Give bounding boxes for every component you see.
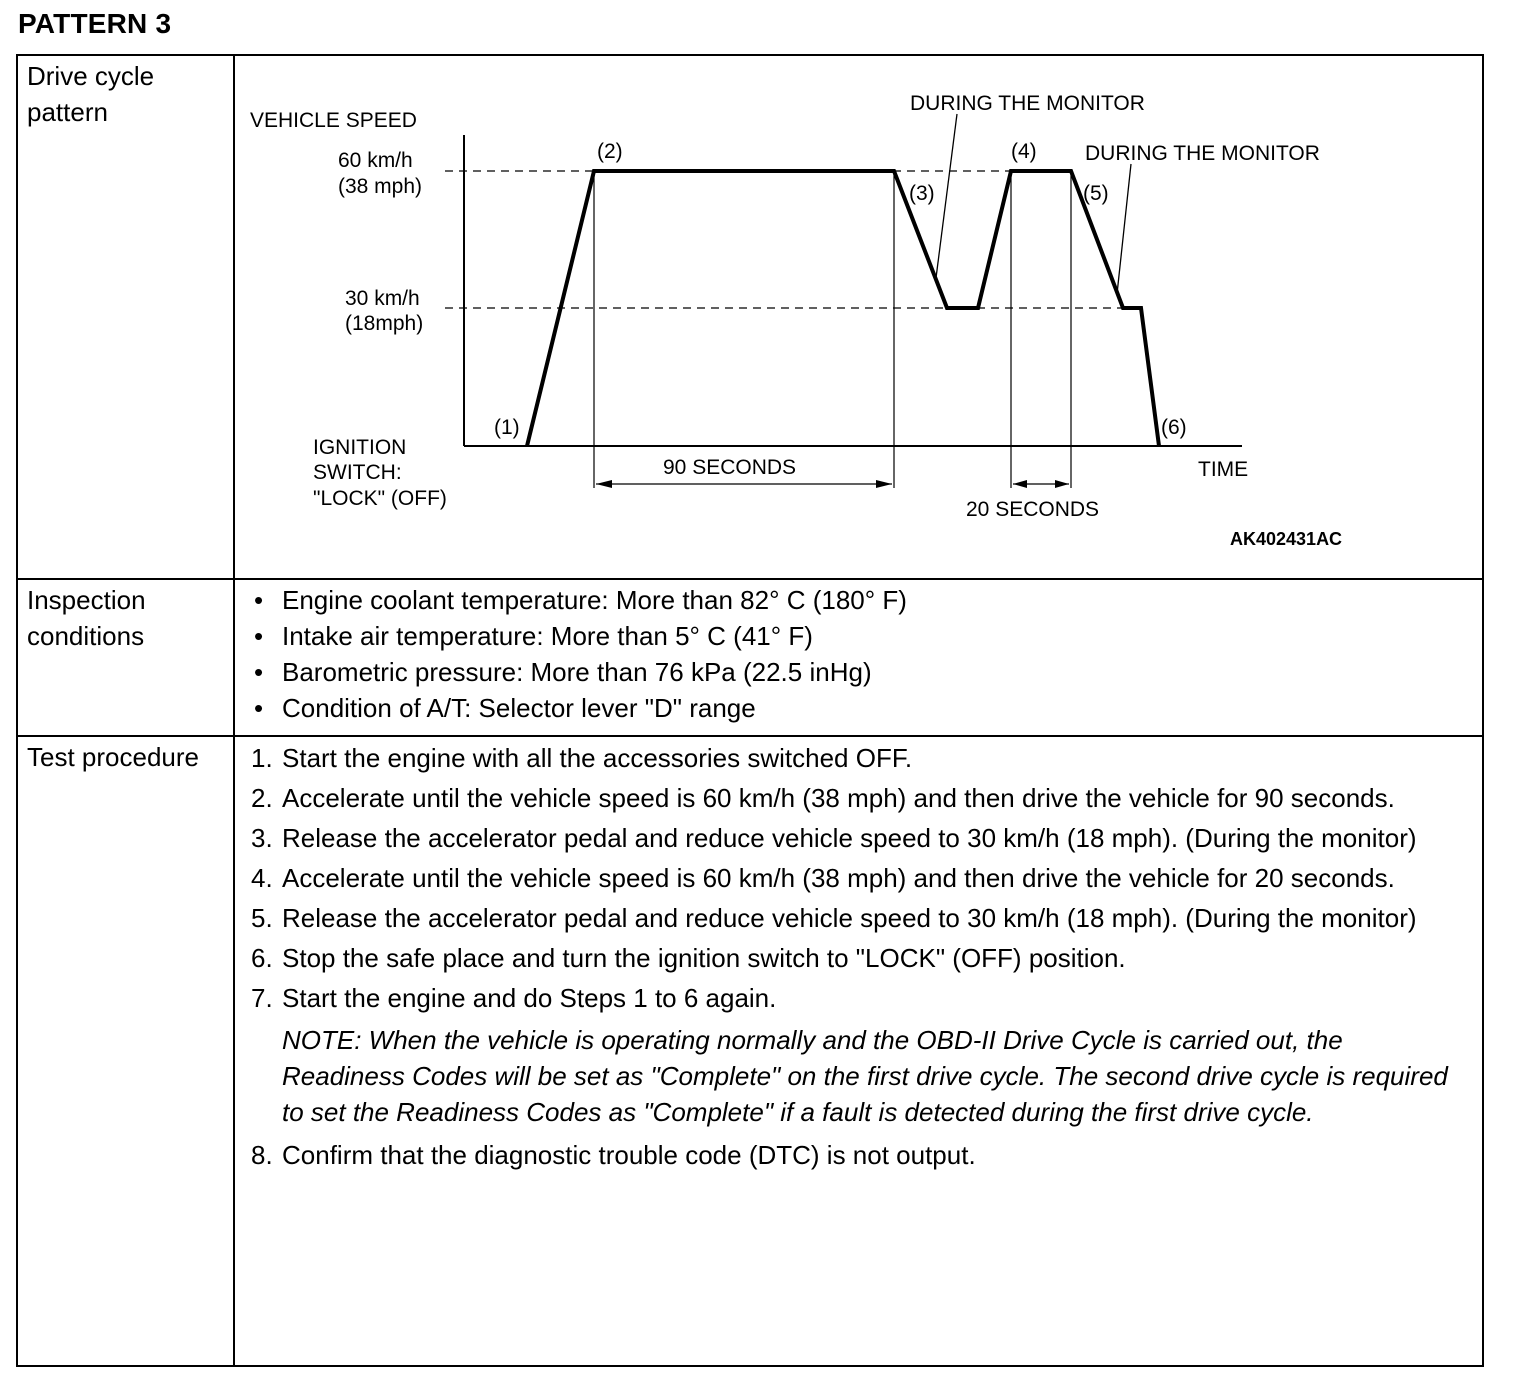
y-axis-label: VEHICLE SPEED xyxy=(250,109,417,132)
test-label-cell xyxy=(17,736,234,1366)
duration-1-arrowhead-left xyxy=(596,480,612,488)
step-number: 2. xyxy=(251,783,273,813)
step-number: 6. xyxy=(251,943,273,973)
duration-2-label: 20 SECONDS xyxy=(966,498,1100,521)
point-3-label: (3) xyxy=(909,182,935,205)
speed-low-label: 30 km/h xyxy=(345,287,420,310)
inspection-item xyxy=(252,582,1470,618)
inspection-row xyxy=(17,579,1483,736)
step-number: 1. xyxy=(251,743,273,773)
step-item xyxy=(251,900,1470,936)
step-text: Accelerate until the vehicle speed is 60 km/h (38 mph) and then drive the vehicle for 20 seconds. xyxy=(282,863,1395,893)
note-text: NOTE: When the vehicle is operating normally and the OBD-II Drive Cycle is carried out, the Readiness Codes will be set as "Complete" on the first drive cycle. The second drive cycle is required to set the Readiness Codes as "Complete" if a fault is detected during the first drive cycle. xyxy=(282,1025,1448,1127)
bullet-icon: • xyxy=(254,621,264,651)
test-row xyxy=(17,736,1483,1366)
inspection-item-text: Intake air temperature: More than 5° C (41° F) xyxy=(282,621,813,651)
monitor-2-label: DURING THE MONITOR xyxy=(1085,142,1320,165)
inspection-label-cell xyxy=(17,579,234,736)
step-number: 3. xyxy=(251,823,273,853)
point-2-label: (2) xyxy=(597,140,623,163)
drive-cycle-diagram-cell xyxy=(234,55,1483,579)
step-list-final xyxy=(235,1134,1470,1173)
point-6-label: (6) xyxy=(1161,416,1187,439)
step-text: Release the accelerator pedal and reduce vehicle speed to 30 km/h (18 mph). (During the monitor) xyxy=(282,823,1417,853)
step-item xyxy=(251,740,1470,776)
step-text: Stop the safe place and turn the ignition switch to "LOCK" (OFF) position. xyxy=(282,943,1126,973)
inspection-list xyxy=(235,580,1470,726)
point-5-label: (5) xyxy=(1083,182,1109,205)
speed-low-mph-label: (18mph) xyxy=(345,312,424,335)
ignition-label-2: SWITCH: xyxy=(313,461,402,484)
monitor-1-label: DURING THE MONITOR xyxy=(910,92,1145,115)
ignition-label-1: IGNITION xyxy=(313,436,407,459)
step-item xyxy=(251,980,1470,1016)
monitor-1-leader xyxy=(936,114,957,278)
step-number: 7. xyxy=(251,983,273,1013)
inspection-item xyxy=(252,618,1470,654)
duration-2-arrowhead-left xyxy=(1013,480,1027,488)
step-text: Start the engine with all the accessories switched OFF. xyxy=(282,743,913,773)
drive-cycle-label-cell xyxy=(17,55,234,579)
drive-cycle-row xyxy=(17,55,1483,579)
step-text: Start the engine and do Steps 1 to 6 again. xyxy=(282,983,777,1013)
bullet-icon: • xyxy=(254,657,264,687)
step-number: 4. xyxy=(251,863,273,893)
inspection-item xyxy=(252,654,1470,690)
step-text: Release the accelerator pedal and reduce vehicle speed to 30 km/h (18 mph). (During the monitor) xyxy=(282,903,1417,933)
drive-cycle-label: Drive cycle pattern xyxy=(27,61,155,127)
pattern-table xyxy=(16,54,1484,1367)
step-list xyxy=(235,737,1470,1016)
step-item xyxy=(251,780,1470,816)
duration-1-arrowhead-right xyxy=(876,480,892,488)
figure-code: AK402431AC xyxy=(1230,529,1343,549)
x-axis-label: TIME xyxy=(1198,458,1249,481)
inspection-item-text: Barometric pressure: More than 76 kPa (22.5 inHg) xyxy=(282,657,872,687)
step-text: Accelerate until the vehicle speed is 60 km/h (38 mph) and then drive the vehicle for 90 seconds. xyxy=(282,783,1395,813)
inspection-item-text: Condition of A/T: Selector lever "D" range xyxy=(282,693,756,723)
drive-cycle-svg xyxy=(235,56,1492,576)
inspection-label: Inspection conditions xyxy=(27,585,146,651)
step-item xyxy=(251,1137,1470,1173)
duration-2-arrowhead-right xyxy=(1055,480,1069,488)
ignition-label-3: "LOCK" (OFF) xyxy=(313,487,447,510)
inspection-cell xyxy=(234,579,1483,736)
speed-high-mph-label: (38 mph) xyxy=(338,175,423,198)
step-number: 8. xyxy=(251,1140,273,1170)
page-title: PATTERN 3 xyxy=(18,8,172,39)
point-1-label: (1) xyxy=(494,416,520,439)
duration-1-label: 90 SECONDS xyxy=(663,456,797,479)
step-item xyxy=(251,940,1470,976)
inspection-item xyxy=(252,690,1470,726)
point-4-label: (4) xyxy=(1011,140,1037,163)
test-cell xyxy=(234,736,1483,1366)
test-label: Test procedure xyxy=(27,742,199,772)
step-number: 5. xyxy=(251,903,273,933)
bullet-icon: • xyxy=(254,585,264,615)
step-item xyxy=(251,820,1470,856)
step-item xyxy=(251,860,1470,896)
bullet-icon: • xyxy=(254,693,264,723)
monitor-2-leader xyxy=(1117,164,1131,294)
speed-high-label: 60 km/h xyxy=(338,149,413,172)
step-text: Confirm that the diagnostic trouble code (DTC) is not output. xyxy=(282,1140,976,1170)
drive-cycle-diagram xyxy=(235,56,1492,576)
inspection-item-text: Engine coolant temperature: More than 82° C (180° F) xyxy=(282,585,907,615)
